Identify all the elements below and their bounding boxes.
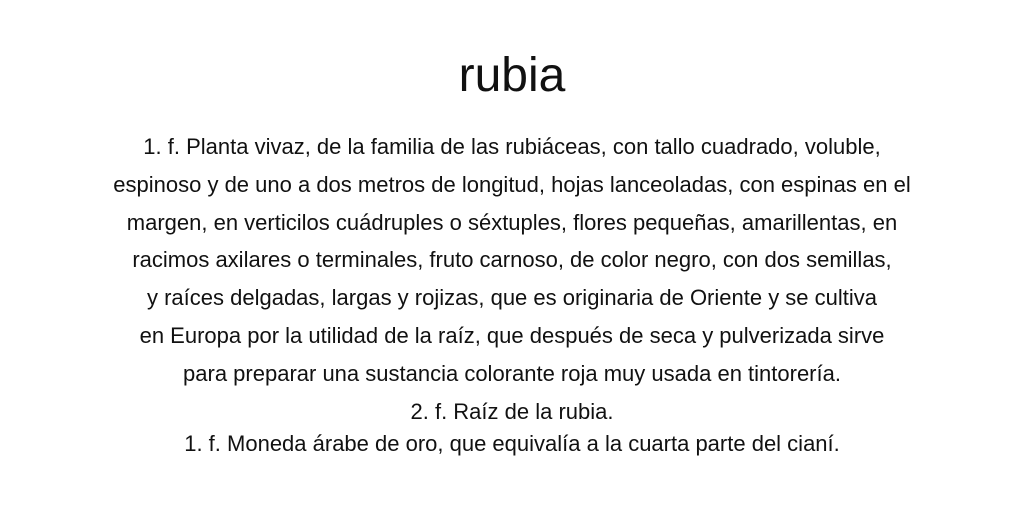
headword: rubia — [458, 49, 566, 102]
definition-line: 1. f. Moneda árabe de oro, que equivalía a la cuarta parte del cianí. — [184, 431, 840, 457]
definition-line: margen, en verticilos cuádruples o séxtuples, flores pequeñas, amarillentas, en — [126, 209, 898, 235]
definition-line: para preparar una sustancia colorante roja muy usada en tintorería. — [183, 360, 841, 386]
definition-line: 2. f. Raíz de la rubia. — [410, 398, 614, 424]
definition-line: espinoso y de uno a dos metros de longitud, hojas lanceoladas, con espinas en el — [113, 171, 911, 197]
definition-line: y raíces delgadas, largas y rojizas, que es originaria de Oriente y se cultiva — [146, 285, 878, 311]
definition-line: racimos axilares o terminales, fruto carnoso, de color negro, con dos semillas, — [132, 247, 892, 273]
definition-line: en Europa por la utilidad de la raíz, que después de seca y pulverizada sirve — [139, 322, 885, 348]
definitions — [0, 128, 1024, 460]
definition-line: 1. f. Planta vivaz, de la familia de las rubiáceas, con tallo cuadrado, voluble, — [143, 134, 881, 159]
